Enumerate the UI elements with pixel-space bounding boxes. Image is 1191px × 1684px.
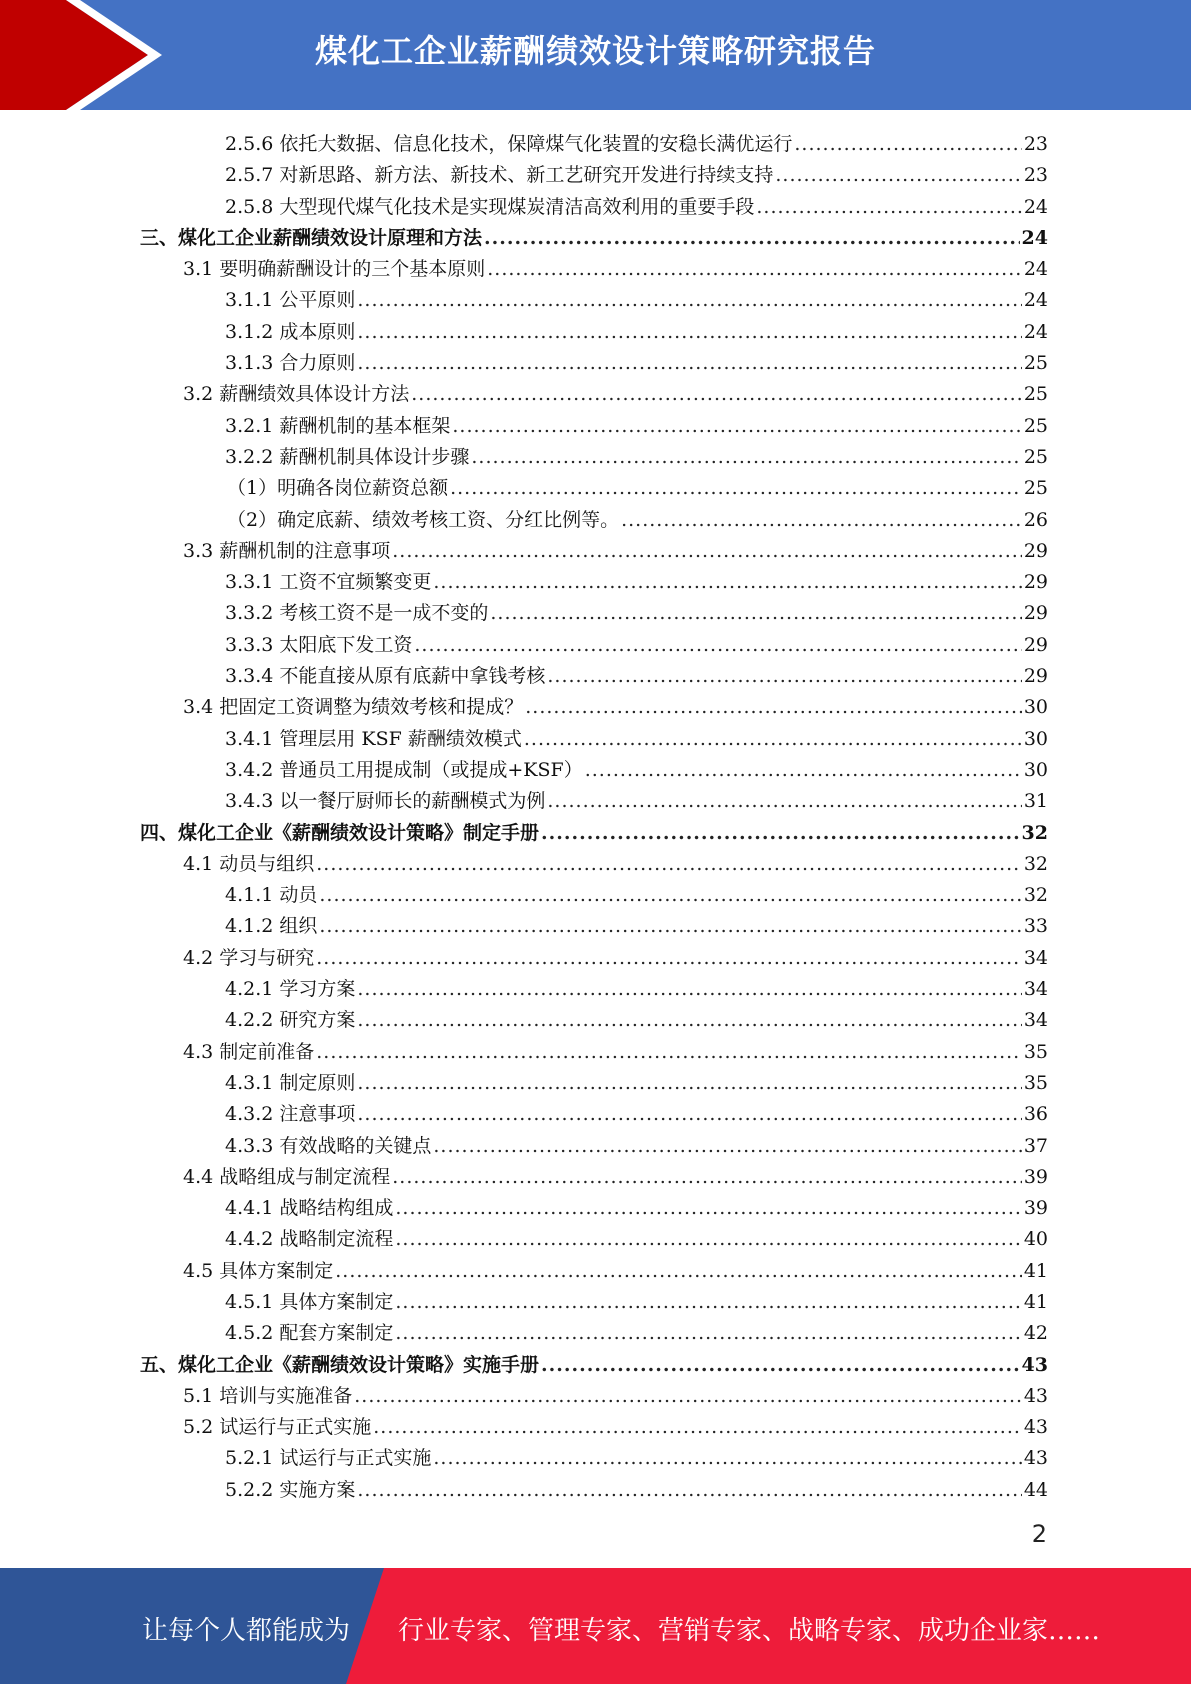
toc-entry-title: 4.1.2 组织 bbox=[225, 915, 318, 938]
toc-entry-title: 四、煤化工企业《薪酬绩效设计策略》制定手册 bbox=[140, 821, 540, 844]
toc-entry-page: 29 bbox=[1023, 665, 1048, 688]
toc-entry[interactable] bbox=[140, 473, 1048, 504]
toc-entry-title: 2.5.8 大型现代煤气化技术是实现煤炭清洁高效利用的重要手段 bbox=[225, 195, 755, 218]
toc-entry-title: （2）确定底薪、绩效考核工资、分红比例等。 bbox=[227, 508, 620, 531]
toc-entry[interactable] bbox=[140, 818, 1048, 849]
toc-entry-page: 43 bbox=[1023, 1384, 1048, 1407]
toc-entry[interactable] bbox=[140, 1287, 1048, 1318]
toc-entry[interactable] bbox=[140, 974, 1048, 1005]
toc-entry-page: 23 bbox=[1023, 164, 1048, 187]
toc-entry-title: 3.4.2 普通员工用提成制（或提成+KSF） bbox=[225, 758, 583, 781]
toc-entry-title: 2.5.7 对新思路、新方法、新技术、新工艺研究开发进行持续支持 bbox=[225, 164, 774, 187]
toc-entry-page: 34 bbox=[1023, 978, 1048, 1001]
toc-entry-page: 30 bbox=[1023, 758, 1048, 781]
toc-leader-dots bbox=[484, 223, 1020, 254]
toc-entry-title: 三、煤化工企业薪酬绩效设计原理和方法 bbox=[140, 226, 483, 249]
toc-entry[interactable] bbox=[140, 1193, 1048, 1224]
toc-entry-title: 5.2.1 试运行与正式实施 bbox=[225, 1447, 432, 1470]
toc-leader-dots bbox=[541, 1350, 1020, 1381]
toc-leader-dots bbox=[335, 1256, 1022, 1287]
toc-entry-page: 32 bbox=[1023, 884, 1048, 907]
toc-entry-title: 4.3.1 制定原则 bbox=[225, 1071, 356, 1094]
toc-leader-dots bbox=[357, 1005, 1021, 1036]
toc-entry-page: 25 bbox=[1023, 414, 1048, 437]
toc-entry-page: 24 bbox=[1023, 195, 1048, 218]
toc-entry-title: 3.3.4 不能直接从原有底薪中拿钱考核 bbox=[225, 665, 546, 688]
toc-entry-page: 32 bbox=[1021, 821, 1048, 844]
table-of-contents bbox=[140, 129, 1048, 1506]
toc-entry-page: 23 bbox=[1023, 133, 1048, 155]
toc-entry-page: 35 bbox=[1023, 1040, 1048, 1063]
toc-leader-dots bbox=[525, 692, 1022, 723]
toc-entry[interactable] bbox=[140, 285, 1048, 316]
toc-entry-page: 43 bbox=[1021, 1353, 1048, 1376]
toc-entry[interactable] bbox=[140, 379, 1048, 410]
toc-leader-dots bbox=[357, 285, 1021, 316]
toc-entry-title: 4.3 制定前准备 bbox=[183, 1040, 315, 1063]
toc-entry-page: 29 bbox=[1023, 539, 1048, 562]
toc-entry-title: 3.3.2 考核工资不是一成不变的 bbox=[225, 602, 489, 625]
toc-entry[interactable] bbox=[140, 1443, 1048, 1474]
toc-entry[interactable] bbox=[140, 598, 1048, 629]
toc-entry-title: 3.1.2 成本原则 bbox=[225, 320, 356, 343]
toc-entry[interactable] bbox=[140, 505, 1048, 536]
toc-entry[interactable] bbox=[140, 1412, 1048, 1443]
toc-leader-dots bbox=[357, 1475, 1021, 1506]
toc-leader-dots bbox=[775, 160, 1021, 191]
toc-entry[interactable] bbox=[140, 1005, 1048, 1036]
toc-entry-page: 26 bbox=[1023, 508, 1048, 531]
toc-entry-page: 24 bbox=[1021, 226, 1048, 249]
toc-entry-title: 3.3.3 太阳底下发工资 bbox=[225, 633, 413, 656]
toc-entry-page: 36 bbox=[1023, 1103, 1048, 1126]
toc-leader-dots bbox=[547, 786, 1021, 817]
toc-entry-page: 37 bbox=[1023, 1134, 1048, 1157]
page-footer bbox=[0, 1568, 1191, 1684]
toc-entry[interactable] bbox=[140, 1381, 1048, 1412]
toc-entry-page: 31 bbox=[1023, 790, 1048, 813]
toc-entry-page: 25 bbox=[1023, 477, 1048, 500]
toc-leader-dots bbox=[316, 849, 1022, 880]
footer-slogan-roles: 行业专家、管理专家、营销专家、战略专家、成功企业家…… bbox=[398, 1616, 1101, 1646]
toc-leader-dots bbox=[357, 1099, 1021, 1130]
toc-entry[interactable] bbox=[140, 442, 1048, 473]
toc-entry[interactable] bbox=[140, 348, 1048, 379]
toc-entry[interactable] bbox=[140, 724, 1048, 755]
toc-entry-page: 32 bbox=[1023, 852, 1048, 875]
toc-entry[interactable] bbox=[140, 160, 1048, 191]
toc-entry-page: 44 bbox=[1023, 1478, 1048, 1501]
toc-entry-title: 4.2.2 研究方案 bbox=[225, 1009, 356, 1032]
toc-entry-title: 3.1.1 公平原则 bbox=[225, 289, 356, 312]
toc-entry-title: 4.5 具体方案制定 bbox=[183, 1259, 334, 1282]
toc-leader-dots bbox=[316, 1037, 1022, 1068]
toc-entry-title: 4.4.2 战略制定流程 bbox=[225, 1228, 394, 1251]
toc-leader-dots bbox=[411, 379, 1022, 410]
toc-entry-title: 3.1.3 合力原则 bbox=[225, 352, 356, 375]
toc-entry-page: 35 bbox=[1023, 1071, 1048, 1094]
toc-leader-dots bbox=[395, 1318, 1021, 1349]
toc-leader-dots bbox=[487, 254, 1022, 285]
toc-entry-page: 25 bbox=[1023, 383, 1048, 406]
toc-entry-page: 39 bbox=[1023, 1197, 1048, 1220]
toc-leader-dots bbox=[357, 1068, 1021, 1099]
toc-entry-title: 5.2 试运行与正式实施 bbox=[183, 1416, 372, 1439]
toc-entry[interactable] bbox=[140, 692, 1048, 723]
toc-entry-page: 40 bbox=[1023, 1228, 1048, 1251]
toc-entry[interactable] bbox=[140, 1037, 1048, 1068]
toc-leader-dots bbox=[756, 192, 1021, 223]
toc-entry[interactable] bbox=[140, 1162, 1048, 1193]
toc-leader-dots bbox=[357, 348, 1021, 379]
toc-entry[interactable] bbox=[140, 1068, 1048, 1099]
toc-entry-page: 41 bbox=[1023, 1259, 1048, 1282]
toc-leader-dots bbox=[433, 1443, 1021, 1474]
toc-entry-title: 3.2.2 薪酬机制具体设计步骤 bbox=[225, 445, 470, 468]
toc-entry[interactable] bbox=[140, 1224, 1048, 1255]
toc-entry-title: 4.1 动员与组织 bbox=[183, 852, 315, 875]
toc-leader-dots bbox=[316, 943, 1022, 974]
toc-leader-dots bbox=[433, 1131, 1021, 1162]
toc-leader-dots bbox=[357, 974, 1021, 1005]
toc-entry-title: 5.1 培训与实施准备 bbox=[183, 1384, 353, 1407]
toc-leader-dots bbox=[319, 911, 1021, 942]
toc-entry[interactable] bbox=[140, 411, 1048, 442]
toc-entry-title: 3.4.3 以一餐厅厨师长的薪酬模式为例 bbox=[225, 790, 546, 813]
toc-entry-title: 4.5.1 具体方案制定 bbox=[225, 1290, 394, 1313]
toc-entry[interactable] bbox=[140, 567, 1048, 598]
toc-leader-dots bbox=[354, 1381, 1022, 1412]
toc-entry[interactable] bbox=[140, 880, 1048, 911]
toc-entry[interactable] bbox=[140, 1256, 1048, 1287]
toc-entry-title: 4.1.1 动员 bbox=[225, 884, 318, 907]
toc-entry-title: 五、煤化工企业《薪酬绩效设计策略》实施手册 bbox=[140, 1353, 540, 1376]
toc-entry-title: 4.3.3 有效战略的关键点 bbox=[225, 1134, 432, 1157]
toc-entry[interactable] bbox=[140, 129, 1048, 160]
toc-entry-page: 25 bbox=[1023, 445, 1048, 468]
toc-entry[interactable] bbox=[140, 1131, 1048, 1162]
toc-leader-dots bbox=[794, 129, 1021, 160]
toc-leader-dots bbox=[395, 1193, 1021, 1224]
toc-entry[interactable] bbox=[140, 1350, 1048, 1381]
document-title: 煤化工企业薪酬绩效设计策略研究报告 bbox=[314, 32, 876, 70]
toc-entry-title: 4.2 学习与研究 bbox=[183, 946, 315, 969]
toc-entry-title: 3.2.1 薪酬机制的基本框架 bbox=[225, 414, 451, 437]
toc-entry[interactable] bbox=[140, 317, 1048, 348]
toc-leader-dots bbox=[547, 661, 1021, 692]
toc-entry-title: 2.5.6 依托大数据、信息化技术，保障煤气化装置的安稳长满优运行 bbox=[225, 133, 793, 155]
toc-entry[interactable] bbox=[140, 786, 1048, 817]
footer-slogan-lead: 让每个人都能成为 bbox=[142, 1616, 351, 1646]
page-header bbox=[0, 0, 1191, 110]
toc-entry-title: 3.1 要明确薪酬设计的三个基本原则 bbox=[183, 258, 486, 281]
toc-leader-dots bbox=[452, 411, 1021, 442]
toc-entry-page: 29 bbox=[1023, 633, 1048, 656]
toc-entry-page: 30 bbox=[1023, 696, 1048, 719]
toc-entry[interactable] bbox=[140, 536, 1048, 567]
toc-entry[interactable] bbox=[140, 1318, 1048, 1349]
toc-entry-title: 3.4 把固定工资调整为绩效考核和提成？ bbox=[183, 696, 524, 719]
toc-leader-dots bbox=[392, 1162, 1022, 1193]
toc-entry[interactable] bbox=[140, 1099, 1048, 1130]
toc-entry-title: （1）明确各岗位薪资总额 bbox=[227, 477, 449, 500]
toc-entry[interactable] bbox=[140, 943, 1048, 974]
toc-entry-title: 4.4 战略组成与制定流程 bbox=[183, 1165, 391, 1188]
toc-entry-title: 4.5.2 配套方案制定 bbox=[225, 1322, 394, 1345]
toc-entry-page: 24 bbox=[1023, 289, 1048, 312]
toc-entry-page: 25 bbox=[1023, 352, 1048, 375]
toc-entry-page: 30 bbox=[1023, 727, 1048, 750]
toc-entry[interactable] bbox=[140, 849, 1048, 880]
toc-leader-dots bbox=[414, 630, 1021, 661]
toc-entry[interactable] bbox=[140, 192, 1048, 223]
toc-entry[interactable] bbox=[140, 661, 1048, 692]
toc-entry-title: 4.4.1 战略结构组成 bbox=[225, 1197, 394, 1220]
toc-leader-dots bbox=[357, 317, 1021, 348]
toc-entry-page: 34 bbox=[1023, 946, 1048, 969]
toc-entry-page: 41 bbox=[1023, 1290, 1048, 1313]
toc-entry-title: 4.3.2 注意事项 bbox=[225, 1103, 356, 1126]
toc-entry-page: 29 bbox=[1023, 602, 1048, 625]
toc-entry-title: 3.2 薪酬绩效具体设计方法 bbox=[183, 383, 410, 406]
toc-entry[interactable] bbox=[140, 223, 1048, 254]
toc-leader-dots bbox=[395, 1224, 1021, 1255]
toc-entry[interactable] bbox=[140, 755, 1048, 786]
toc-leader-dots bbox=[319, 880, 1021, 911]
toc-entry-title: 3.4.1 管理层用 KSF 薪酬绩效模式 bbox=[225, 727, 522, 750]
toc-leader-dots bbox=[471, 442, 1021, 473]
toc-leader-dots bbox=[392, 536, 1022, 567]
toc-entry[interactable] bbox=[140, 254, 1048, 285]
toc-leader-dots bbox=[524, 724, 1022, 755]
toc-entry-title: 4.2.1 学习方案 bbox=[225, 978, 356, 1001]
toc-entry-title: 5.2.2 实施方案 bbox=[225, 1478, 356, 1501]
toc-entry-page: 42 bbox=[1023, 1322, 1048, 1345]
toc-entry[interactable] bbox=[140, 1475, 1048, 1506]
toc-entry-page: 24 bbox=[1023, 258, 1048, 281]
toc-entry-page: 34 bbox=[1023, 1009, 1048, 1032]
toc-leader-dots bbox=[373, 1412, 1022, 1443]
toc-entry-page: 43 bbox=[1023, 1447, 1048, 1470]
toc-entry-page: 24 bbox=[1023, 320, 1048, 343]
toc-entry[interactable] bbox=[140, 630, 1048, 661]
toc-entry-title: 3.3 薪酬机制的注意事项 bbox=[183, 539, 391, 562]
toc-entry-page: 33 bbox=[1023, 915, 1048, 938]
toc-leader-dots bbox=[433, 567, 1021, 598]
toc-entry-title: 3.3.1 工资不宜频繁变更 bbox=[225, 571, 432, 594]
toc-entry-page: 43 bbox=[1023, 1416, 1048, 1439]
toc-leader-dots bbox=[541, 818, 1020, 849]
toc-leader-dots bbox=[395, 1287, 1021, 1318]
toc-entry[interactable] bbox=[140, 911, 1048, 942]
page-number: 2 bbox=[1031, 1520, 1047, 1548]
toc-leader-dots bbox=[450, 473, 1022, 504]
toc-leader-dots bbox=[585, 755, 1022, 786]
toc-leader-dots bbox=[490, 598, 1021, 629]
toc-entry-page: 29 bbox=[1023, 571, 1048, 594]
toc-entry-page: 39 bbox=[1023, 1165, 1048, 1188]
toc-leader-dots bbox=[621, 505, 1022, 536]
